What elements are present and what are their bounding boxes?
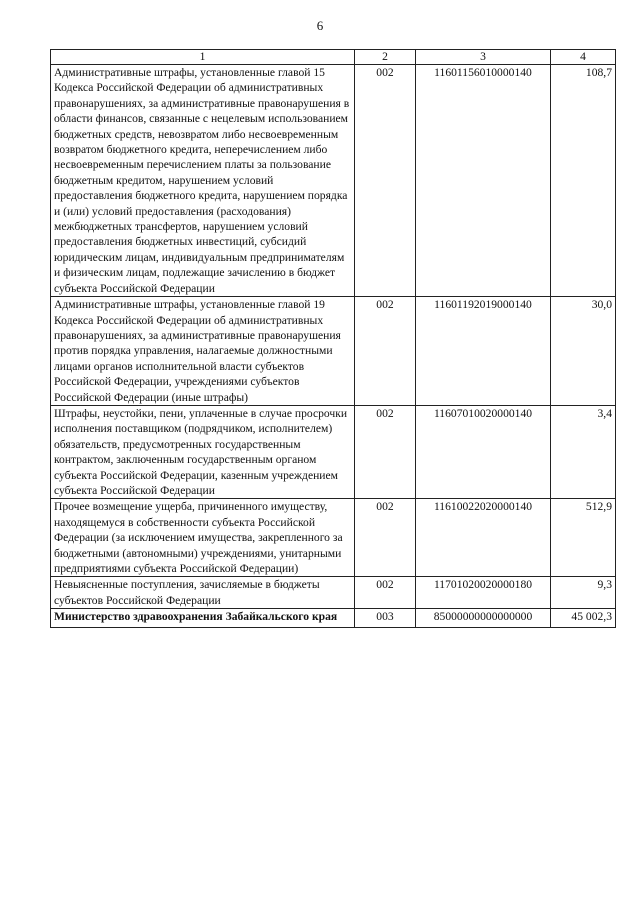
- row-amount: 108,7: [551, 65, 616, 297]
- row-budget-code: 11601156010000140: [416, 65, 551, 297]
- table-row: [51, 297, 616, 406]
- row-budget-code: 11607010020000140: [416, 405, 551, 498]
- table-header-row: [51, 50, 616, 65]
- row-admin-code: 002: [355, 405, 416, 498]
- table-row: [51, 499, 616, 577]
- row-budget-code: 11610022020000140: [416, 499, 551, 577]
- row-description: Штрафы, неустойки, пени, уплаченные в случае просрочки исполнения поставщиком (подрядчиком, исполнителем) обязательств, предусмотренных государственным контрактом, заключенным государственным органом субъекта Российской Федерации, казенным учреждением субъекта Российской Федерации: [51, 405, 355, 498]
- row-amount: 9,3: [551, 577, 616, 609]
- row-description: Невыясненные поступления, зачисляемые в бюджеты субъектов Российской Федерации: [51, 577, 355, 609]
- row-amount: 512,9: [551, 499, 616, 577]
- row-budget-code: 85000000000000000: [416, 609, 551, 627]
- row-description: Министерство здравоохранения Забайкальского края: [51, 609, 355, 627]
- row-amount: 30,0: [551, 297, 616, 406]
- revenue-table: [50, 49, 616, 628]
- table-row: [51, 405, 616, 498]
- row-admin-code: 002: [355, 297, 416, 406]
- row-budget-code: 11701020020000180: [416, 577, 551, 609]
- row-amount: 3,4: [551, 405, 616, 498]
- table-row-ministry: [51, 609, 616, 627]
- row-admin-code: 002: [355, 577, 416, 609]
- page-number: 6: [316, 18, 324, 33]
- column-header-4: 4: [551, 50, 616, 65]
- row-budget-code: 11601192019000140: [416, 297, 551, 406]
- row-description: Прочее возмещение ущерба, причиненного имуществу, находящемуся в собственности субъекта Российской Федерации (за исключением имущества, закрепленного за бюджетными (автономными) учреждениями, унитарными предприятиями субъекта Российской Федерации): [51, 499, 355, 577]
- row-description: Административные штрафы, установленные главой 19 Кодекса Российской Федерации об административных правонарушениях, за административные правонарушения против порядка управления, налагаемые должностными лицами органов исполнительной власти субъектов Российской Федерации, учреждениями субъектов Российской Федерации (иные штрафы): [51, 297, 355, 406]
- row-admin-code: 002: [355, 499, 416, 577]
- row-admin-code: 002: [355, 65, 416, 297]
- column-header-2: 2: [355, 50, 416, 65]
- table-row: [51, 65, 616, 297]
- table-row: [51, 577, 616, 609]
- row-admin-code: 003: [355, 609, 416, 627]
- row-amount: 45 002,3: [551, 609, 616, 627]
- row-description: Административные штрафы, установленные главой 15 Кодекса Российской Федерации об административных правонарушениях, за административные правонарушения в области финансов, связанные с нецелевым использованием бюджетных средств, невозвратом либо несвоевременным возвратом бюджетного кредита, неперечислением либо несвоевременным перечислением платы за пользование бюджетным кредитом, нарушением условий предоставления бюджетного кредита, нарушением порядка и (или) условий предоставления (расходования) межбюджетных трансфертов, нарушением условий предоставления бюджетных инвестиций, субсидий юридическим лицам, индивидуальным предпринимателям и физическим лицам, подлежащие зачислению в бюджет субъекта Российской Федерации: [51, 65, 355, 297]
- column-header-3: 3: [416, 50, 551, 65]
- column-header-1: 1: [51, 50, 355, 65]
